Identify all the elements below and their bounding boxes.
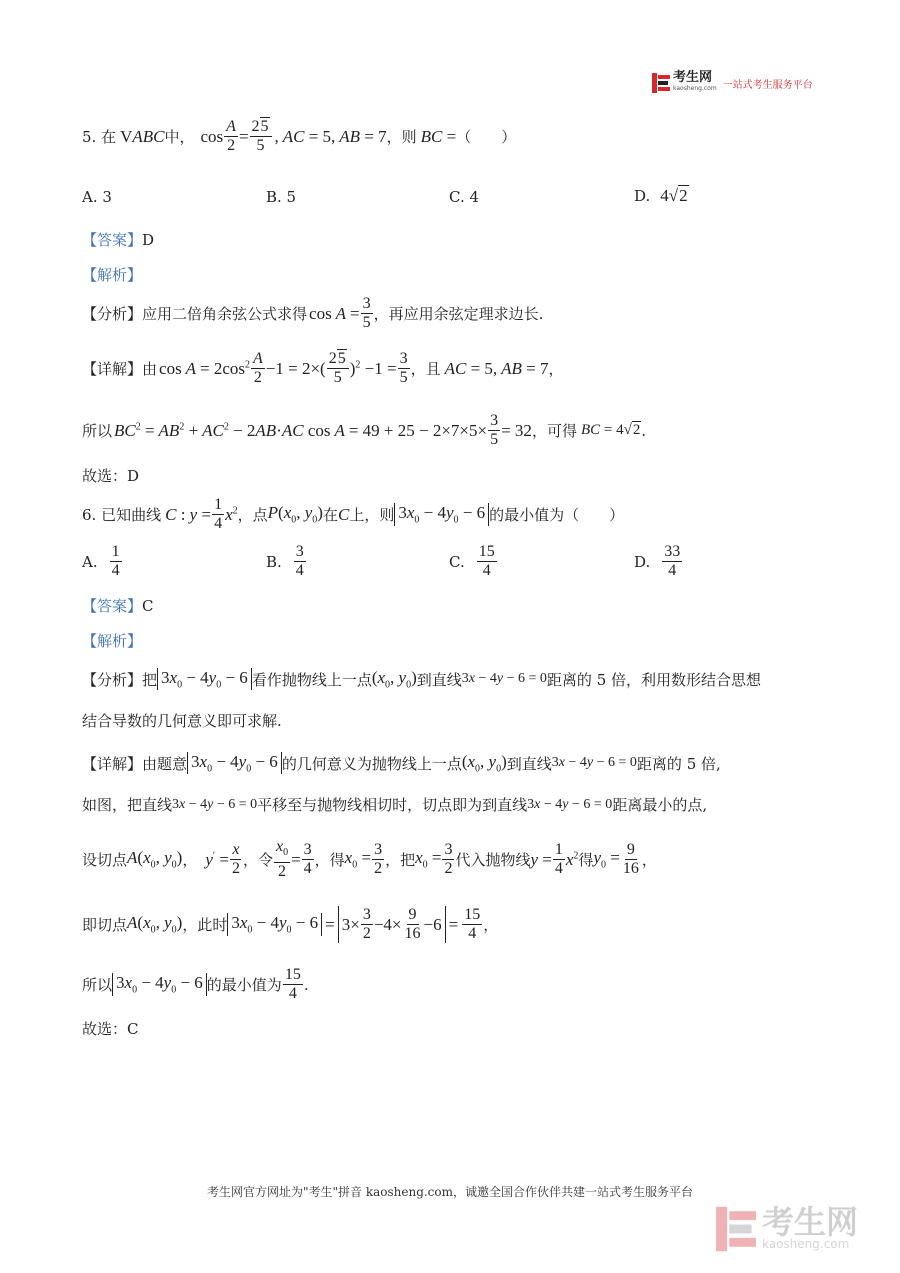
q6-line5-t2: ，此时 [182, 916, 228, 934]
header-slogan: 一站式考生服务平台 [722, 79, 813, 91]
q5-answer-label: 【答案】 [82, 231, 143, 249]
q5-option-d-label: D. [634, 187, 651, 205]
q6-line4-t7: 得 [578, 851, 594, 870]
logo-text: 考生网 [673, 70, 713, 85]
q5-paren: （ ） [456, 128, 517, 146]
q6-fenxi-line2: 结合导数的几何意义即可求解. [82, 712, 282, 730]
q6-stem-suffix: 的最小值为（ ） [489, 506, 625, 524]
q6-xj-t2: 的几何意义为抛物线上一点 [281, 754, 462, 773]
q6-stem-mid3: 上，则 [349, 506, 395, 524]
q6-option-c-label: C. [449, 552, 465, 571]
q6-line4: 设切点 $A(x_0$, $y_0$) ， y′ = $\frac{x}{2}$ ，令 $\frac{x_0}{2}$ = $\frac{3}{4}$ ，得 $x_0$ = $\frac{3}{2}$ ，把 $x_0$ = $\frac{3}{2}$ 代入抛物线 y = $\frac{1}{4}$ $x^2$ 得 $y_0$ = $\frac{9}{16}$ ， [82, 838, 657, 881]
q6-fenxi-t4: 距离的 5 倍，利用数形结合思想 [546, 670, 762, 689]
q6-xiangjie: 【详解】 由题意 $3x_0 - 4y_0 - 6$ 的几何意义为抛物线上一点 ($x_0$, $y_0$) 到直线 3x − 4y − 6 = 0 距离的 5 倍, [82, 752, 721, 775]
q5-xiangjie-text2: ，且 [410, 360, 441, 378]
q6-line4-t3: ，令 [242, 851, 273, 870]
q6-line4-t2: ， [182, 851, 198, 870]
q6-xj-t3: 到直线 [506, 754, 552, 773]
q6-option-d-label: D. [634, 552, 651, 571]
q6-fenxi-t2: 看作抛物线上一点 [251, 670, 372, 689]
q6-line3-t1: 如图，把直线 [82, 796, 173, 814]
q6-xj-t4: 距离的 5 倍, [636, 754, 721, 773]
q5-analysis-label: 【解析】 [82, 266, 143, 284]
watermark-logo [716, 1205, 858, 1253]
q6-line3-t2: 平移至与抛物线相切时，切点即为到直线 [257, 796, 528, 814]
q6-stem-prefix: 6. 已知曲线 [82, 506, 162, 524]
q5-fenxi-text2: ，再应用余弦定理求边长. [373, 305, 544, 323]
q6-line5-t1: 即切点 [82, 916, 128, 934]
q5-answer-value: D [142, 231, 155, 249]
q6-stem-mid1: ，点 [237, 506, 268, 524]
q6-fenxi-t3: 到直线 [416, 670, 462, 689]
q6-option-d: D. $\frac{33}{4}$ [634, 543, 681, 579]
q6-analysis-label: 【解析】 [82, 632, 143, 650]
q6-fenxi: 【分析】 把 $3x_0 - 4y_0 - 6$ 看作抛物线上一点 ($x_0$, $y_0$) 到直线 3x − 4y − 6 = 0 距离的 5 倍，利用数形结合思想 [82, 668, 762, 691]
q6-line5: 即切点 $A(x_0$, $y_0$) ，此时 $3x_0 - 4y_0 - 6$ = 3× $\frac{3}{2}$ −4× $\frac{9}{16}$ −6 = $\frac{15}{4}$ ， [82, 906, 499, 942]
q6-conclusion: 故选：C [82, 1020, 139, 1038]
q5-fenxi-label: 【分析】 [82, 305, 143, 323]
q5-conclusion: 故选：D [82, 467, 140, 485]
q5-fenxi-text1: 应用二倍角余弦公式求得 [142, 305, 308, 323]
q5-stem-suffix: ，则 [386, 128, 417, 146]
q6-stem-mid2: 在 [322, 506, 338, 524]
q5-xiangjie: 【详解】 由 $\cos A = 2\cos^2$ $\frac{A}{2}$ −1 = 2×( $\frac{25}{5}$ )$^2$ −1 = $\frac{3}{5}$ ，且 AC = 5, AB = 7 ， [82, 350, 564, 386]
q5-option-c: C. 4 [449, 188, 480, 206]
q5-fenxi: 【分析】 应用二倍角余弦公式求得 cos A = $\frac{3}{5}$ ，再应用余弦定理求边长. [82, 295, 544, 331]
q6-line3: 如图，把直线 3x − 4y − 6 = 0 平移至与抛物线相切时，切点即为到直线 3x − 4y − 6 = 0 距离最小的点, [82, 796, 708, 814]
watermark-sub: kaosheng.com [762, 1237, 850, 1251]
q5-line-get: ，可得 [531, 422, 577, 440]
q6-line6: 所以 $3x_0 - 4y_0 - 6$ 的最小值为 $\frac{15}{4}$ . [82, 966, 309, 1002]
q6-answer-label: 【答案】 [82, 597, 143, 615]
q6-line3-t3: 距离最小的点, [612, 796, 708, 814]
q6-line4-t5: ，把 [385, 851, 416, 870]
q6-option-a-label: A. [82, 552, 98, 571]
q5-answer [82, 229, 154, 250]
kaosheng-logo-icon [652, 73, 670, 93]
q6-fenxi-t1: 把 [142, 670, 158, 689]
logo-sub: kaosheng.com [673, 85, 717, 92]
q6-option-a: A. $\frac{1}{4}$ [82, 543, 120, 579]
footer-text: 考生网官方网址为"考生"拼音 kaosheng.com，诚邀全国合作伙伴共建一站式考生服务平台 [206, 1185, 694, 1199]
watermark-logo-icon [716, 1205, 756, 1253]
q5-stem-mid: 中， [164, 128, 195, 146]
q6-xiangjie-label: 【详解】 [82, 754, 143, 773]
q5-stem: 5. 在 VABC 中， cos $\frac{A}{2}$ = $\frac{25}{5}$ , AC = 5, AB = 7 ，则 BC = （ ） [82, 118, 517, 154]
q6-stem: 6. 已知曲线 C : y = $\frac{1}{4}$ $x^2$ ，点 $P(x_0$, $y_0$) 在 C 上，则 $3x_0 - 4y_0 - 6$ 的最小值为（ ） [82, 496, 625, 532]
watermark-text: 考生网 [762, 1203, 859, 1241]
q6-line4-t4: ，得 [314, 851, 345, 870]
q6-option-b-label: B. [266, 552, 282, 571]
q5-xiangjie-text1: 由 [142, 360, 158, 378]
q5-line-so: 所以 $BC^2 = AB^2 + AC^2 - 2AB\cdot AC$ cos A = 49 + 25 − 2×7×5× $\frac{3}{5}$ = 32 ，可得 BC = 4√2 . [82, 412, 647, 448]
header-logo [652, 72, 813, 94]
q5-option-a: A. 3 [82, 188, 112, 206]
q6-line6-t2: 的最小值为 [206, 976, 282, 994]
q6-xj-t1: 由题意 [142, 754, 188, 773]
q5-option-b: B. 5 [266, 188, 297, 206]
q6-fenxi-label: 【分析】 [82, 670, 143, 689]
q5-option-d: D. 4√2 [634, 186, 688, 205]
q6-line4-t6: 代入抛物线 [455, 851, 531, 870]
q6-answer-value: C [142, 597, 154, 615]
q6-option-c: C. $\frac{15}{4}$ [449, 543, 495, 579]
q6-answer [82, 595, 154, 616]
q6-line6-t1: 所以 [82, 976, 113, 994]
q5-xiangjie-label: 【详解】 [82, 360, 143, 378]
q6-option-b: B. $\frac{3}{4}$ [266, 543, 304, 579]
q5-stem-prefix: 5. 在 [82, 128, 117, 146]
q6-line4-t1: 设切点 [82, 851, 128, 870]
q5-line-so-label: 所以 [82, 422, 113, 440]
